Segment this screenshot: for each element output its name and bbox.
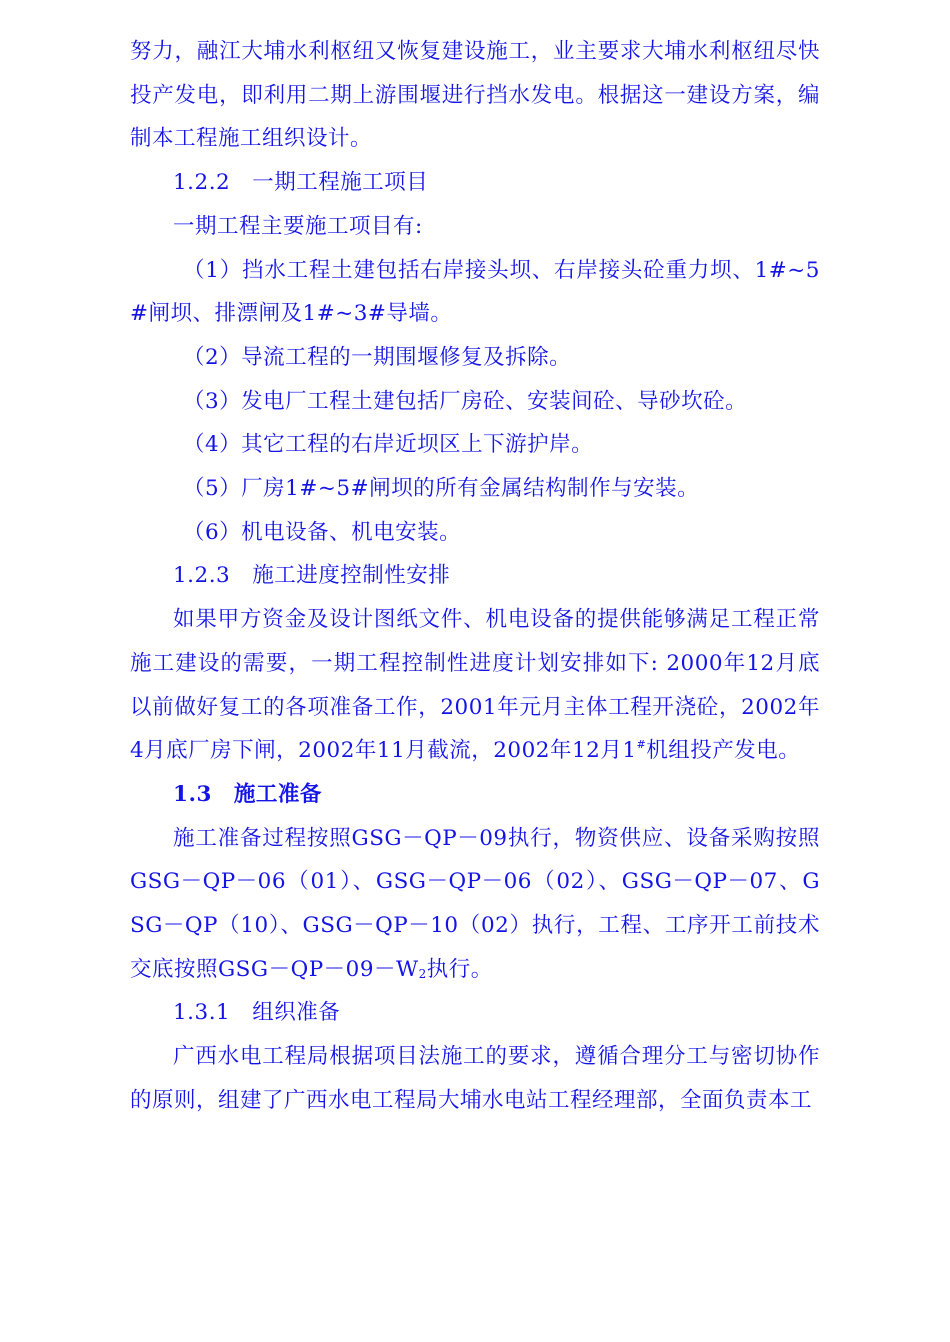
schedule-text: 如果甲方资金及设计图纸文件、机电设备的提供能够满足工程正常施工建设的需要，一期工程控制性进度计划安排如下: 2000年12月底以前做好复工的各项准备工作，2001年元月主体工程开浇砼，2002年4月底厂房下闸，2002年11月截流，2002年12月1: [130, 607, 820, 764]
list-item-2: （2）导流工程的一期围堰修复及拆除。: [183, 344, 572, 370]
paragraph-schedule: [130, 598, 820, 773]
list-item-5: （5）厂房1#~5#闸坝的所有金属结构制作与安装。: [183, 476, 700, 502]
paragraph-items-intro: 一期工程主要施工项目有:: [173, 213, 423, 239]
section-heading-1-2-3: 1.2.3 施工进度控制性安排: [173, 563, 451, 589]
preparation-text: 施工准备过程按照GSG－QP－09执行，物资供应、设备采购按照GSG－QP－06（01）、GSG－QP－06（02）、GSG－QP－07、GSG－QP（10）、GSG－QP－10（02）执行，工程、工序开工前技术交底按照GSG－QP－09－W: [130, 825, 820, 982]
list-item-6: （6）机电设备、机电安装。: [183, 519, 462, 545]
section-heading-1-3-1: 1.3.1 组织准备: [173, 1000, 341, 1026]
schedule-superscript: #: [636, 738, 647, 752]
list-item-1: （1）挡水工程土建包括右岸接头坝、右岸接头砼重力坝、1#~5#闸坝、排漂闸及1#~3#导墙。: [130, 257, 820, 327]
preparation-subscript: 2: [418, 966, 427, 981]
document-page: [130, 30, 820, 1123]
paragraph-organization: 广西水电工程局根据项目法施工的要求，遵循合理分工与密切协作的原则，组建了广西水电工程局大埔水电站工程经理部，全面负责本工: [130, 1044, 820, 1113]
paragraph-intro: 努力，融江大埔水利枢纽又恢复建设施工，业主要求大埔水利枢纽尽快投产发电，即利用二期上游围堰进行挡水发电。根据这一建设方案，编制本工程施工组织设计。: [130, 39, 820, 152]
section-heading-1-3: 1.3 施工准备: [173, 781, 322, 807]
schedule-text-end: 机组投产发电。: [646, 738, 801, 764]
list-item-4: （4）其它工程的右岸近坝区上下游护岸。: [183, 432, 594, 458]
section-heading-1-2-2: 1.2.2 一期工程施工项目: [173, 170, 429, 196]
preparation-text-end: 执行。: [426, 956, 493, 982]
list-item-3: （3）发电厂工程土建包括厂房砼、安装间砼、导砂坎砼。: [183, 388, 748, 414]
paragraph-preparation: [130, 817, 820, 992]
